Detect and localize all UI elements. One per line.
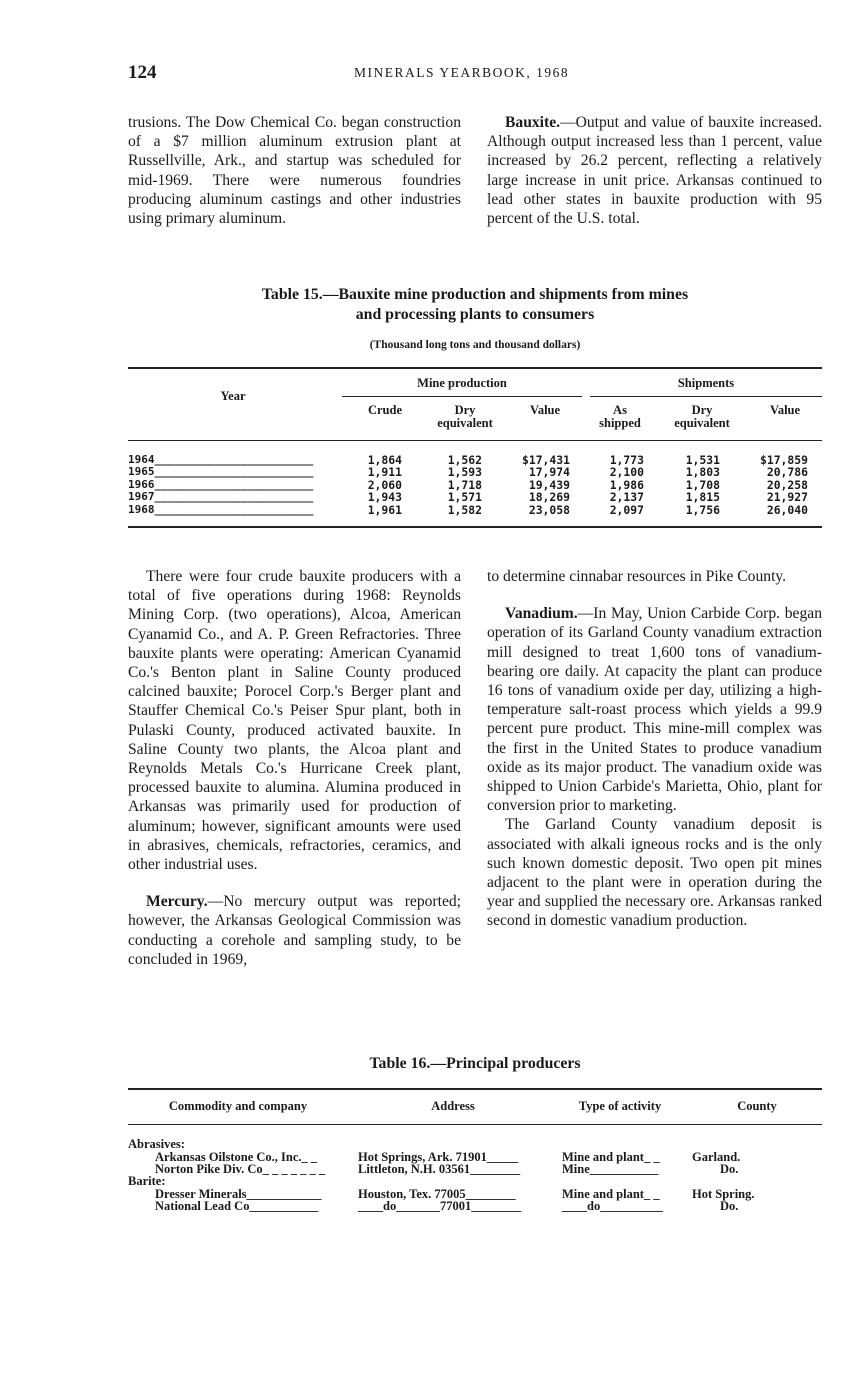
- table16-activity: Mine and plant_ _: [562, 1187, 660, 1201]
- mercury-continued-paragraph: to determine cinnabar resources in Pike County.: [487, 568, 787, 585]
- table16-commodity-header: Commodity and company: [168, 1099, 308, 1113]
- table16-county: Do.: [720, 1162, 739, 1176]
- running-title: MINERALS YEARBOOK, 1968: [354, 65, 570, 80]
- table16-county-header: County: [737, 1099, 777, 1113]
- mercury-paragraph: [128, 892, 461, 969]
- table15-value-column: $17,431 17,974 19,439 18,269 23,058: [521, 453, 570, 517]
- table16-address: ____do_______77001________: [358, 1199, 522, 1213]
- table16-activity-header: Type of activity: [578, 1099, 662, 1113]
- table15-as-shipped-column: 1,773 2,100 1,986 2,137 2,097: [609, 453, 644, 517]
- table15-ship-value-column: $17,859 20,786 20,258 21,927 26,040: [759, 453, 808, 517]
- table16-title: Table 16.—Principal producers: [369, 1055, 581, 1072]
- table15-year-header: Year: [220, 389, 246, 403]
- mercury-heading: Mercury.: [146, 893, 208, 911]
- table15-ship-dry-header: [662, 404, 742, 430]
- table16-county: Do.: [720, 1199, 739, 1213]
- header-line: equivalent: [674, 416, 730, 430]
- table15-title-line2: and processing plants to consumers: [355, 306, 595, 323]
- table15-ship-rule: [590, 396, 822, 397]
- bauxite-paragraph: [487, 113, 822, 228]
- page-number: 124: [128, 62, 157, 83]
- table16-address: Littleton, N.H. 03561________: [358, 1162, 521, 1176]
- table16-address: Houston, Tex. 77005________: [358, 1187, 516, 1201]
- table16-category-abrasives: Abrasives:: [128, 1137, 185, 1151]
- table15-bottom-rule: [128, 526, 822, 528]
- bauxite-text: —Output and value of bauxite increased. Although output increased less than 1 percent, value increased by 26.2 percent, reflecting a relatively large increase in unit price. Arkansas continued to lead other states in bauxite production with 95 percent of the U.S. total.: [487, 114, 822, 228]
- header-line: shipped: [599, 416, 641, 430]
- bauxite-section: [487, 113, 822, 228]
- table16-company: Dresser Minerals____________: [155, 1187, 322, 1201]
- table15-mine-production-header: Mine production: [417, 376, 507, 390]
- table16-category-barite: Barite:: [128, 1174, 166, 1188]
- table16-activity: Mine___________: [562, 1162, 659, 1176]
- table15-crude-column: 1,864 1,911 2,060 1,943 1,961: [367, 453, 402, 517]
- table16-county: Garland.: [692, 1150, 741, 1164]
- mercury-text: —No mercury output was reported; however, the Arkansas Geological Commission was conducting a corehole and sampling study, to be concluded in 1969,: [128, 893, 461, 968]
- header-line: Dry: [691, 403, 713, 417]
- bauxite-heading: Bauxite.: [505, 114, 561, 131]
- table16-company: Norton Pike Div. Co_ _ _ _ _ _ _: [155, 1162, 326, 1176]
- table15-dry-equivalent-header: [425, 404, 505, 430]
- table16-county: Hot Spring.: [692, 1187, 755, 1201]
- aluminum-continued-paragraph: [128, 113, 461, 228]
- table16-address-header: Address: [431, 1099, 475, 1113]
- table15-ship-value-header: Value: [769, 403, 801, 417]
- table15-dry-column: 1,562 1,593 1,718 1,571 1,582: [447, 453, 482, 517]
- table15-shipments-header: Shipments: [677, 376, 735, 390]
- table15-value-header: Value: [529, 403, 561, 417]
- table15-header-rule: [128, 440, 822, 441]
- header-line: equivalent: [437, 416, 493, 430]
- table15-title-line1: Table 15.—Bauxite mine production and shipments from mines: [261, 286, 689, 303]
- vanadium-deposit-paragraph: The Garland County vanadium deposit is associated with alkali igneous rocks and is the only such known domestic deposit. Two open pit mines adjacent to the plant were in operation during the year and supplied the necessary ore. Arkansas ranked second in domestic vanadium production.: [487, 816, 822, 930]
- table16-activity: ____do__________: [562, 1199, 663, 1213]
- table16-top-rule: [128, 1088, 822, 1090]
- table15-subtitle: (Thousand long tons and thousand dollars): [369, 339, 581, 351]
- table15-ship-dry-column: 1,531 1,803 1,708 1,815 1,756: [685, 453, 720, 517]
- table16-activity: Mine and plant_ _: [562, 1150, 660, 1164]
- vanadium-paragraph: [487, 604, 822, 815]
- vanadium-heading: Vanadium.: [505, 605, 578, 623]
- header-line: Dry: [454, 403, 476, 417]
- vanadium-text: —In May, Union Carbide Corp. began operation of its Garland County vanadium extraction mill designed to treat 1,600 tons of vanadium-bearing ore daily. At capacity the plant can produce 16 tons of vanadium oxide per day, utilizing a high-temperature salt-roast process which yields a 99.9 percent pure product. This mine-mill complex was the first in the United States to produce vanadium oxide as its major product. The vanadium oxide was shipped to Union Carbide's Marietta, Ohio, plant for conversion prior to marketing.: [487, 605, 822, 815]
- table16-company: National Lead Co___________: [155, 1199, 319, 1213]
- vanadium-section: [487, 567, 822, 931]
- table15-crude-header: Crude: [367, 403, 403, 417]
- table15-title: [128, 285, 822, 325]
- table15-year-column: 1964________________________ 1965________________________ 1966________________________ 1967________________________ 1968________________________: [128, 453, 314, 516]
- producers-section: [128, 567, 461, 969]
- table16-address: Hot Springs, Ark. 71901_____: [358, 1150, 519, 1164]
- table15-mine-rule: [342, 396, 582, 397]
- table15-as-shipped-header: [590, 404, 650, 430]
- page-header: [128, 62, 822, 86]
- table15-top-rule: [128, 367, 822, 369]
- header-line: As: [613, 403, 627, 417]
- paragraph-text: trusions. The Dow Chemical Co. began construction of a $7 million aluminum extrusion plant at Russellville, Ark., and startup was scheduled for mid-1969. There were numerous foundries producing aluminum castings and other industries using primary aluminum.: [128, 114, 461, 228]
- table16-company: Arkansas Oilstone Co., Inc._ _: [155, 1150, 318, 1164]
- producers-paragraph: There were four crude bauxite producers with a total of five operations during 1968: Reynolds Mining Corp. (two operations), Alcoa, American Cyanamid Co., and A. P. Green Refractories. Three bauxite plants were operating: American Cyanamid Co.'s Benton plant in Saline County produced calcined bauxite; Porocel Corp.'s Berger plant and Stauffer Chemical Co.'s Peiser Spur plant, both in Pulaski County, produced activated bauxite. In Saline County two plants, the Alcoa plant and Reynolds Metals Co.'s Hurricane Creek plant, processed bauxite to alumina. Alumina produced in Arkansas was primarily used for production of aluminum; however, significant amounts were used in abrasives, chemicals, refractories, ceramics, and other industrial uses.: [128, 568, 461, 874]
- table16-header-rule: [128, 1124, 822, 1125]
